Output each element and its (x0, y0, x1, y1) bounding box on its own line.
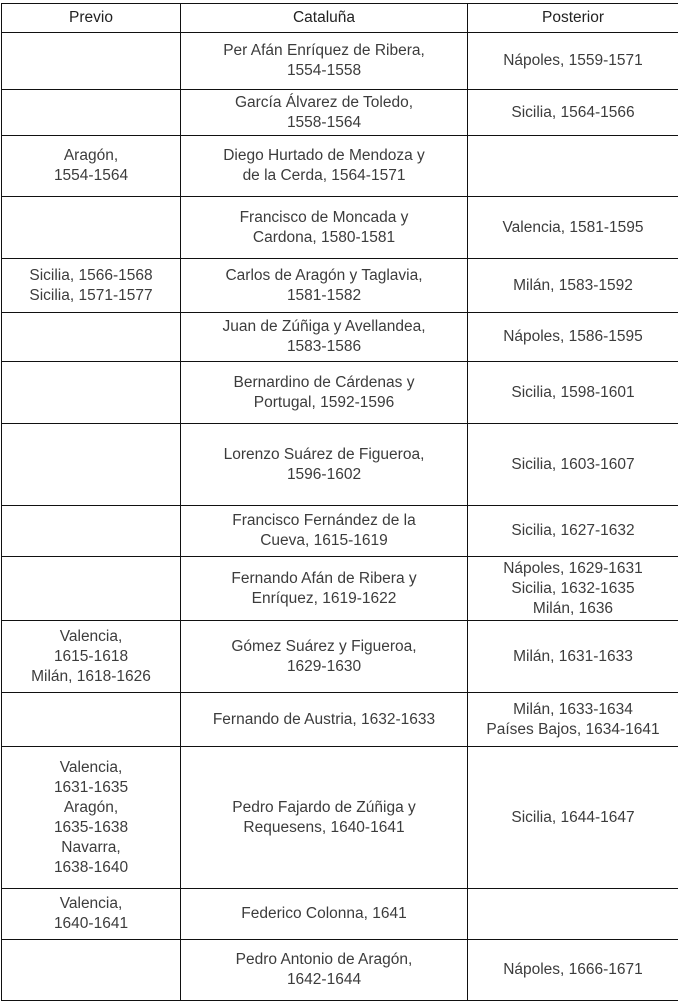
cell-posterior: Sicilia, 1603-1607 (468, 424, 678, 506)
cell-cataluna: Pedro Fajardo de Zúñiga y Requesens, 1640-1641 (181, 747, 468, 889)
header-posterior: Posterior (468, 4, 678, 33)
cell-posterior: Sicilia, 1627-1632 (468, 506, 678, 557)
header-previo: Previo (2, 4, 181, 33)
cell-previo (2, 313, 181, 362)
table-row (2, 940, 678, 1001)
cell-posterior: Nápoles, 1559-1571 (468, 33, 678, 90)
cell-posterior: Milán, 1631-1633 (468, 621, 678, 693)
header-row (2, 4, 678, 33)
table-row (2, 747, 678, 889)
cell-cataluna: Lorenzo Suárez de Figueroa, 1596-1602 (181, 424, 468, 506)
cell-posterior: Nápoles, 1629-1631 Sicilia, 1632-1635 Milán, 1636 (468, 557, 678, 621)
cell-previo: Valencia, 1640-1641 (2, 889, 181, 940)
cell-previo (2, 557, 181, 621)
table-row (2, 889, 678, 940)
table-row (2, 362, 678, 424)
cell-posterior: Nápoles, 1666-1671 (468, 940, 678, 1001)
cell-cataluna: Francisco Fernández de la Cueva, 1615-1619 (181, 506, 468, 557)
cell-cataluna: Carlos de Aragón y Taglavia, 1581-1582 (181, 259, 468, 313)
table-row (2, 90, 678, 136)
cell-previo (2, 90, 181, 136)
table-row (2, 557, 678, 621)
cell-posterior: Milán, 1633-1634 Países Bajos, 1634-1641 (468, 693, 678, 747)
cell-cataluna: Per Afán Enríquez de Ribera, 1554-1558 (181, 33, 468, 90)
cell-previo (2, 940, 181, 1001)
cell-previo (2, 362, 181, 424)
cell-previo (2, 506, 181, 557)
cell-previo: Valencia, 1615-1618 Milán, 1618-1626 (2, 621, 181, 693)
cell-cataluna: Federico Colonna, 1641 (181, 889, 468, 940)
table-row (2, 197, 678, 259)
cell-previo (2, 693, 181, 747)
cell-cataluna: Gómez Suárez y Figueroa, 1629-1630 (181, 621, 468, 693)
cell-previo: Sicilia, 1566-1568 Sicilia, 1571-1577 (2, 259, 181, 313)
cell-cataluna: Pedro Antonio de Aragón, 1642-1644 (181, 940, 468, 1001)
table-row (2, 313, 678, 362)
table-row (2, 136, 678, 197)
cell-cataluna: Bernardino de Cárdenas y Portugal, 1592-1596 (181, 362, 468, 424)
cell-posterior (468, 136, 678, 197)
cell-previo (2, 33, 181, 90)
table-row (2, 259, 678, 313)
cell-previo (2, 197, 181, 259)
cell-cataluna: Juan de Zúñiga y Avellandea, 1583-1586 (181, 313, 468, 362)
header-cataluna: Cataluña (181, 4, 468, 33)
cell-posterior (468, 889, 678, 940)
cell-cataluna: Fernando Afán de Ribera y Enríquez, 1619-1622 (181, 557, 468, 621)
cell-posterior: Sicilia, 1644-1647 (468, 747, 678, 889)
cell-cataluna: García Álvarez de Toledo, 1558-1564 (181, 90, 468, 136)
table-row (2, 693, 678, 747)
cell-posterior: Nápoles, 1586-1595 (468, 313, 678, 362)
cell-cataluna: Fernando de Austria, 1632-1633 (181, 693, 468, 747)
table-row (2, 424, 678, 506)
table-row (2, 33, 678, 90)
cell-posterior: Sicilia, 1564-1566 (468, 90, 678, 136)
cell-previo: Aragón, 1554-1564 (2, 136, 181, 197)
cell-cataluna: Diego Hurtado de Mendoza y de la Cerda, 1564-1571 (181, 136, 468, 197)
cell-previo (2, 424, 181, 506)
cell-previo: Valencia, 1631-1635 Aragón, 1635-1638 Navarra, 1638-1640 (2, 747, 181, 889)
cell-posterior: Sicilia, 1598-1601 (468, 362, 678, 424)
cell-cataluna: Francisco de Moncada y Cardona, 1580-1581 (181, 197, 468, 259)
table-row (2, 621, 678, 693)
cell-posterior: Valencia, 1581-1595 (468, 197, 678, 259)
table-row (2, 506, 678, 557)
viceroys-table (1, 3, 678, 1001)
cell-posterior: Milán, 1583-1592 (468, 259, 678, 313)
